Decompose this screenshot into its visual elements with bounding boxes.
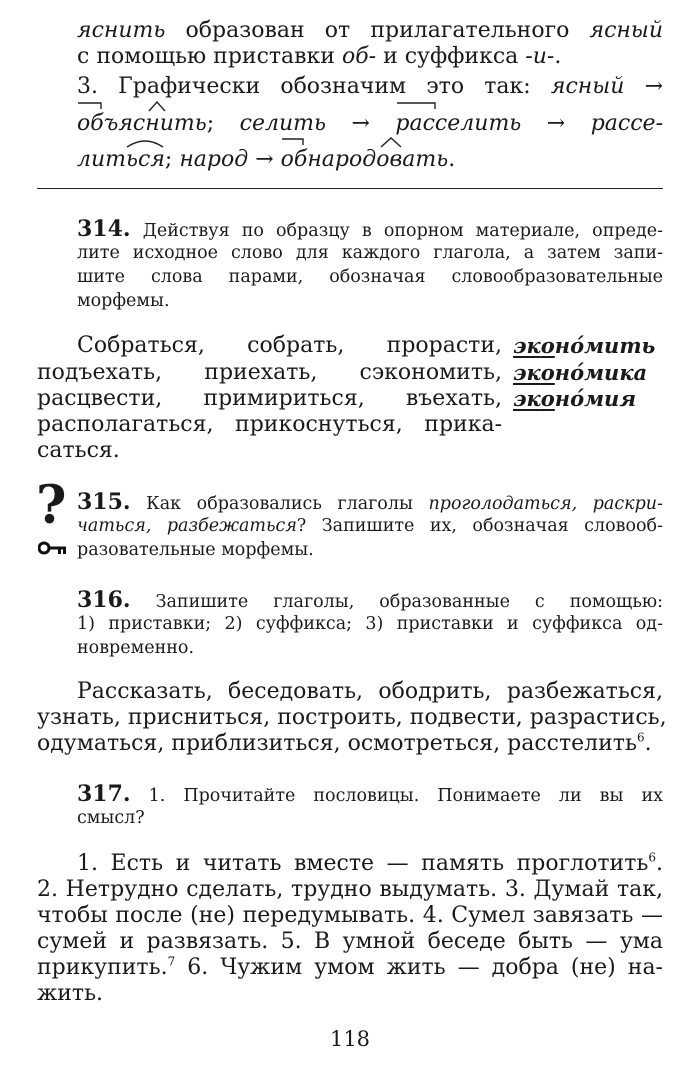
ex317-task-line-2: смысл?: [77, 808, 145, 828]
ex316-task-line-1: 316. Запишите глаголы, образованные с помощью:: [77, 587, 663, 613]
ex314-words-line-3: расцвести, примириться, въехать,: [37, 386, 502, 411]
ex316-task-line-2: 1) приставки; 2) суффикса; 3) приставки и суффикса од-: [77, 614, 663, 634]
ex316-words-line-2: узнать, присниться, построить, подвести, разрастись,: [37, 705, 667, 730]
ex315-line-3: разовательные морфемы.: [77, 540, 314, 560]
ex317-proverb-line-1: 1. Есть и читать вместе — память проглотить$^6$.: [77, 850, 663, 876]
morpheme-marks-icon: [281, 137, 451, 149]
ex316-task-line-3: новременно.: [77, 638, 195, 658]
ex316-words-line-3: одуматься, приблизиться, осмотреться, расстелить$^6$.: [37, 730, 652, 756]
top-line-2: с помощью приставки об- и суффикса -и-.: [77, 44, 562, 69]
ex317-proverb-line-5: прикупить.$^7$ 6. Чужим умом жить — добра (не) на-: [37, 954, 663, 980]
morpheme-marks-icon: [77, 101, 197, 113]
reference-word-2: эконо́мика: [513, 360, 648, 385]
morpheme-marks-icon: [395, 101, 525, 113]
word-obyasnit: объяснить: [77, 111, 207, 137]
top-line-1: яснить образован от прилагательного ясный: [77, 18, 663, 43]
footnote-marker: 6: [648, 850, 656, 865]
key-icon: [38, 541, 68, 555]
ex314-task-line-1: 314. Действуя по образцу в опорном материале, опреде-: [77, 216, 663, 242]
ex314-task-line-4: морфемы.: [77, 291, 170, 311]
ex317-proverb-line-3: чтобы после (не) передумывать. 4. Сумел завязать —: [37, 903, 663, 928]
ex317-task-line-1: 317. 1. Прочитайте пословицы. Понимаете ли вы их: [77, 781, 663, 807]
ex314-words-line-5: саться.: [37, 438, 120, 463]
page-number: 118: [329, 1027, 371, 1051]
section-divider: [37, 188, 663, 189]
word-rasselit: расселить: [395, 111, 521, 137]
ex316-words-line-1: Рассказать, беседовать, ободрить, разбежаться,: [77, 679, 663, 704]
ex314-words-line-2: подъехать, приехать, сэкономить,: [37, 360, 502, 385]
word-obnarodovat: обнародовать: [281, 147, 449, 173]
reference-word-1: эконо́мить: [513, 333, 656, 358]
footnote-marker: 6: [636, 730, 645, 745]
word-litsya: литься: [77, 147, 165, 173]
ex315-line-2: чаться, разбежаться? Запишите их, обозначая словооб-: [77, 516, 664, 536]
ex317-proverb-line-4: сумей и развязать. 5. В умной беседе быть — ума: [37, 929, 663, 954]
top-line-5: литься; народ → обнародовать.: [77, 147, 455, 173]
reference-word-3: эконо́мия: [513, 386, 637, 411]
ex317-proverb-line-6: жить.: [37, 981, 104, 1006]
ex314-task-line-3: шите слова парами, обозначая словообразовательные: [77, 267, 663, 287]
top-line-3: 3. Графически обозначим это так: ясный →: [77, 74, 663, 99]
morpheme-marks-icon: [77, 137, 167, 149]
ex314-words-line-1: Собраться, собрать, прорасти,: [77, 333, 502, 358]
ex314-task-line-2: лите исходное слово для каждого глагола, а затем запи-: [77, 243, 663, 263]
footnote-marker: 7: [167, 954, 176, 969]
ex315-line-1: 315. Как образовались глаголы проголодаться, раскри-: [77, 489, 663, 515]
question-icon: ?: [36, 475, 67, 536]
ex314-words-line-4: располагаться, прикоснуться, прика-: [37, 412, 502, 437]
top-line-4: объяснить; селить → расселить → рассе-: [77, 111, 663, 137]
ex317-proverb-line-2: 2. Нетрудно сделать, трудно выдумать. 3. Думай так,: [37, 877, 663, 902]
